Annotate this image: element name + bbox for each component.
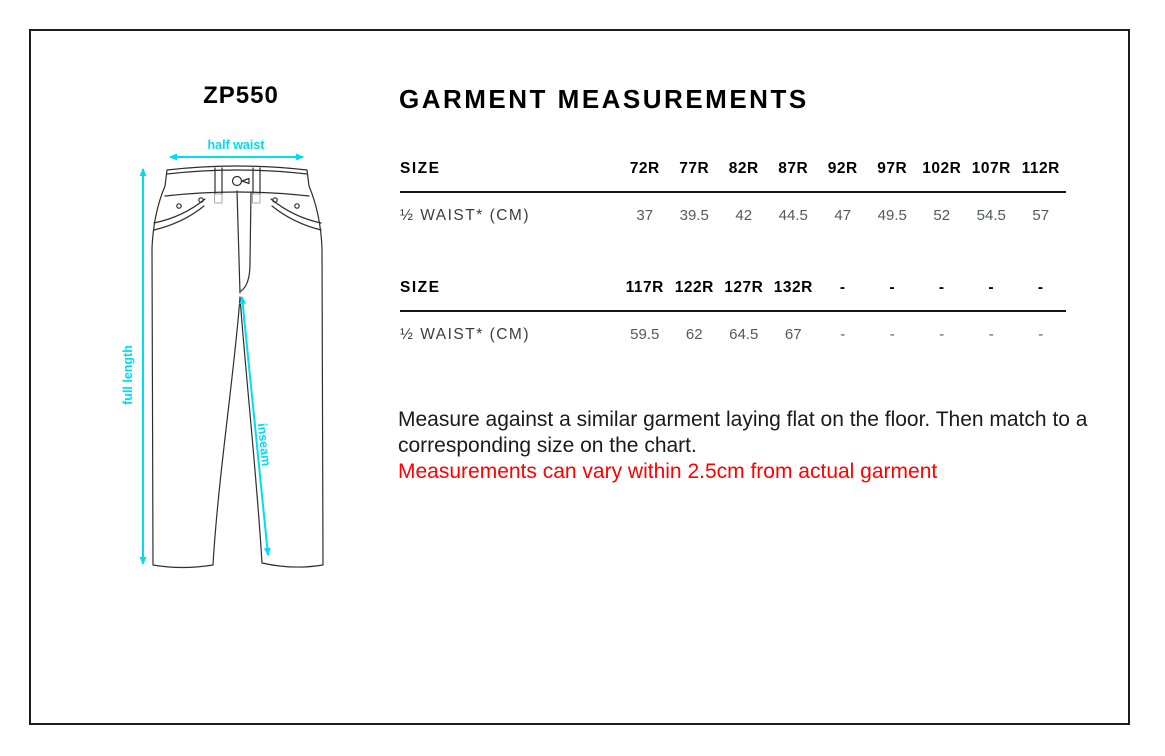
pants-outline [152,166,323,568]
value-cell: - [1038,326,1044,343]
value-cell: 44.5 [778,207,808,224]
pocket-left-facing [154,206,204,230]
size-cell: 72R [629,160,660,177]
value-cell: 42 [735,207,753,224]
value-cell: 57 [1032,207,1050,224]
measurement-row-label: ½ WAIST* (CM) [400,326,531,343]
size-table-2-header [400,278,1066,312]
value-cell: 47 [834,207,852,224]
value-cell: 37 [636,207,654,224]
value-cell: 64.5 [729,326,759,343]
size-cell: 77R [679,160,710,177]
fly-stitch [241,192,251,291]
size-cell: - [1037,279,1044,296]
size-cell: 97R [877,160,908,177]
size-table-1-values [400,193,1066,225]
rivet [177,204,181,208]
belt-loop-tab-right [253,194,261,203]
size-cell: - [938,279,945,296]
value-cell: 67 [784,326,802,343]
value-cell: 54.5 [976,207,1006,224]
size-cell: 87R [778,160,809,177]
measurement-notes [398,407,1098,485]
inseam-label: inseam [254,422,274,467]
size-cell: 117R [625,279,664,296]
belt-loops [215,168,260,194]
size-cell: 107R [971,160,1011,177]
instruction-text: Measure against a similar garment laying flat on the floor. Then match to a corresponding size on the chart. [398,408,1088,457]
waist-button [233,177,242,186]
measurement-row-label: ½ WAIST* (CM) [400,207,531,224]
size-header-label: SIZE [400,160,441,177]
value-cell: 39.5 [679,207,709,224]
size-cell: 82R [728,160,759,177]
size-table-1-header [400,159,1066,193]
value-cell: 62 [685,326,703,343]
belt-loop-tab-left [215,194,223,203]
size-table-2 [400,278,1066,344]
size-cell: - [889,279,896,296]
value-cell: 52 [933,207,951,224]
value-cell: - [840,326,846,343]
pocket-right-facing [272,206,321,230]
tolerance-warning-text: Measurements can vary within 2.5cm from actual garment [398,460,938,483]
full-length-label: full length [121,345,135,405]
size-cell: 102R [922,160,962,177]
garment-diagram [113,133,345,581]
size-cell: 132R [773,279,813,296]
size-header-label: SIZE [400,279,441,296]
size-cell: 92R [827,160,858,177]
pants-flat-sketch [113,133,345,581]
size-table-2-values [400,312,1066,344]
size-cell: - [839,279,846,296]
value-cell: 49.5 [877,207,907,224]
product-code: ZP550 [203,82,279,109]
size-cell: 112R [1021,160,1060,177]
buttonhole [242,179,249,184]
half-waist-label: half waist [207,138,265,152]
value-cell: - [939,326,945,343]
size-cell: - [988,279,995,296]
size-cell: 122R [674,279,714,296]
size-cell: 127R [724,279,764,296]
page-title: GARMENT MEASUREMENTS [399,84,809,114]
value-cell: 59.5 [630,326,660,343]
fly-line [237,191,240,293]
rivet [295,204,299,208]
size-table-1 [400,159,1066,225]
value-cell: - [988,326,994,343]
value-cell: - [889,326,895,343]
